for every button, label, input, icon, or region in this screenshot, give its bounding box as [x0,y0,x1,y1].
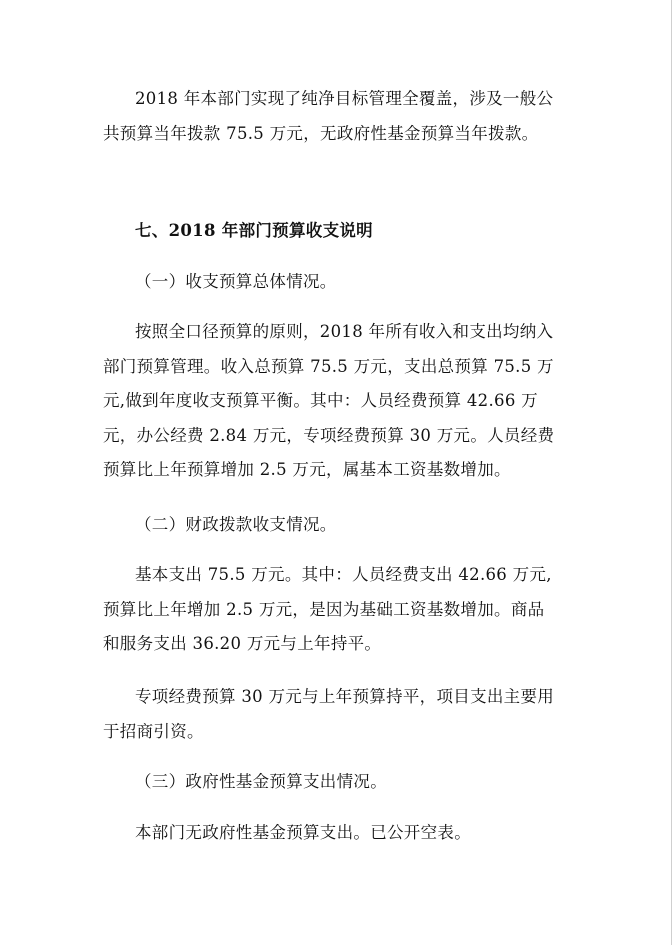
section-title-text: 七、2018 年部门预算收支说明 [135,221,373,240]
subsection-2-title [103,508,573,543]
sub1-line-2: 部门预算管理。收入总预算 75.5 万元，支出总预算 75.5 万 [103,356,554,376]
sub1-line-3: 元,做到年度收支预算平衡。其中：人员经费预算 42.66 万 [103,391,538,410]
sub1-line-4: 元，办公经费 2.84 万元，专项经费预算 30 万元。人员经费 [103,425,555,445]
subsection-3-title-text: （三）政府性基金预算支出情况。 [135,772,387,791]
intro-line-1: 2018 年本部门实现了纯净目标管理全覆盖，涉及一般公 [135,89,554,108]
section-title [103,214,573,249]
intro-line-2: 共预算当年拨款 75.5 万元，无政府性基金预算当年拨款。 [103,123,539,143]
sub2-line-1: 基本支出 75.5 万元。其中：人员经费支出 42.66 万元, [135,565,552,584]
sub2-line-3: 和服务支出 36.20 万元与上年持平。 [103,634,382,653]
subsection-2-paragraph [103,558,573,662]
subsection-3-paragraph [103,816,573,851]
subsection-1-paragraph [103,315,573,488]
subsection-3-title [103,765,573,800]
subsection-1-title [103,265,573,300]
sub2-line-2: 预算比上年增加 2.5 万元，是因为基础工资基数增加。商品 [103,599,545,619]
subsection-1-title-text: （一）收支预算总体情况。 [135,272,337,291]
sub2b-line-1: 专项经费预算 30 万元与上年预算持平，项目支出主要用 [135,687,555,706]
sub1-line-5: 预算比上年预算增加 2.5 万元，属基本工资基数增加。 [103,460,511,479]
sub3-line-1: 本部门无政府性基金预算支出。已公开空表。 [135,823,471,842]
sub1-line-1: 按照全口径预算的原则，2018 年所有收入和支出均纳入 [135,322,554,341]
intro-paragraph [103,82,573,151]
subsection-2-title-text: （二）财政拨款收支情况。 [135,515,337,534]
subsection-2-paragraph-2 [103,680,573,749]
sub2b-line-2: 于招商引资。 [103,721,204,741]
